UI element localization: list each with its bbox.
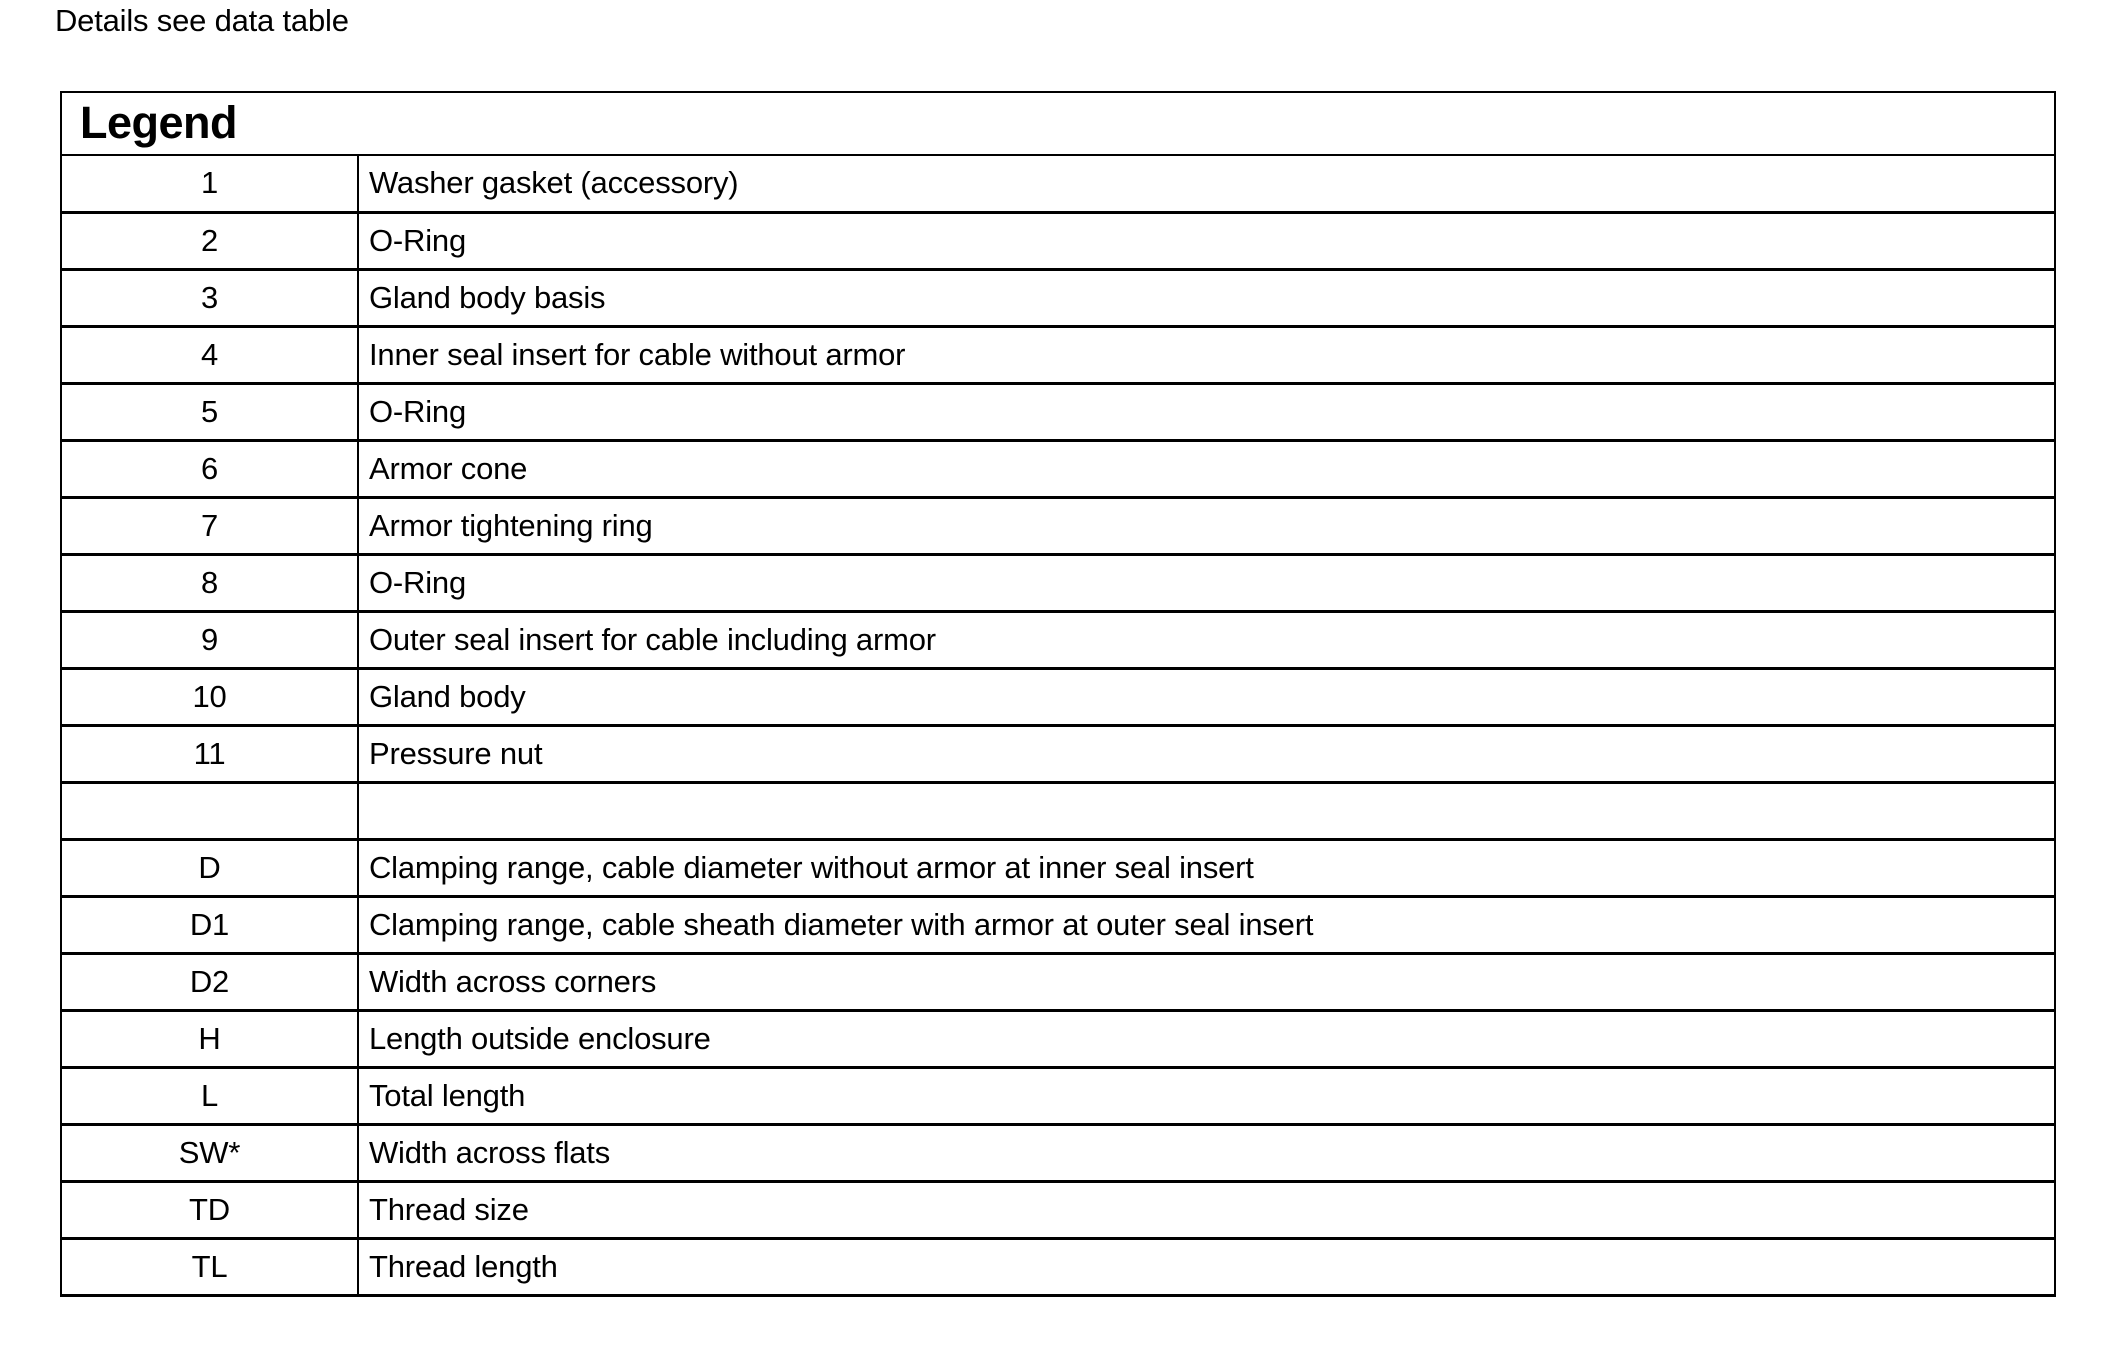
row-key: D2 xyxy=(61,953,358,1010)
row-key: 10 xyxy=(61,668,358,725)
row-key: H xyxy=(61,1010,358,1067)
table-row xyxy=(61,782,2055,839)
table-row xyxy=(61,440,2055,497)
table-row xyxy=(61,497,2055,554)
row-description: Clamping range, cable sheath diameter with armor at outer seal insert xyxy=(358,896,2055,953)
row-key: TL xyxy=(61,1238,358,1295)
row-description: O-Ring xyxy=(358,554,2055,611)
row-key: 1 xyxy=(61,155,358,212)
row-description: Thread length xyxy=(358,1238,2055,1295)
row-description: Total length xyxy=(358,1067,2055,1124)
row-key: TD xyxy=(61,1181,358,1238)
row-description: Width across corners xyxy=(358,953,2055,1010)
table-row xyxy=(61,896,2055,953)
row-key: L xyxy=(61,1067,358,1124)
row-description: Clamping range, cable diameter without armor at inner seal insert xyxy=(358,839,2055,896)
table-row xyxy=(61,155,2055,212)
row-key: D1 xyxy=(61,896,358,953)
row-key: 11 xyxy=(61,725,358,782)
table-row xyxy=(61,1067,2055,1124)
row-key: 3 xyxy=(61,269,358,326)
row-key xyxy=(61,782,358,839)
row-description: Gland body basis xyxy=(358,269,2055,326)
row-key: 4 xyxy=(61,326,358,383)
row-key: 6 xyxy=(61,440,358,497)
table-row xyxy=(61,725,2055,782)
row-key: 5 xyxy=(61,383,358,440)
table-row xyxy=(61,839,2055,896)
row-description: Pressure nut xyxy=(358,725,2055,782)
table-row xyxy=(61,269,2055,326)
row-description: O-Ring xyxy=(358,212,2055,269)
table-row xyxy=(61,1238,2055,1295)
legend-table xyxy=(60,91,2056,1297)
table-row xyxy=(61,668,2055,725)
legend-table-title: Legend xyxy=(61,92,2055,155)
row-key: D xyxy=(61,839,358,896)
table-row xyxy=(61,554,2055,611)
row-key: SW* xyxy=(61,1124,358,1181)
table-row xyxy=(61,212,2055,269)
row-description: Gland body xyxy=(358,668,2055,725)
row-key: 8 xyxy=(61,554,358,611)
row-description: Length outside enclosure xyxy=(358,1010,2055,1067)
table-row xyxy=(61,953,2055,1010)
row-key: 7 xyxy=(61,497,358,554)
row-description: Outer seal insert for cable including armor xyxy=(358,611,2055,668)
row-description: Armor tightening ring xyxy=(358,497,2055,554)
row-description: Thread size xyxy=(358,1181,2055,1238)
row-description: Width across flats xyxy=(358,1124,2055,1181)
table-row xyxy=(61,1181,2055,1238)
table-row xyxy=(61,1124,2055,1181)
row-description xyxy=(358,782,2055,839)
row-key: 9 xyxy=(61,611,358,668)
row-description: Washer gasket (accessory) xyxy=(358,155,2055,212)
table-row xyxy=(61,611,2055,668)
table-row xyxy=(61,1010,2055,1067)
legend-header-row xyxy=(61,92,2055,155)
table-row xyxy=(61,326,2055,383)
details-note: Details see data table xyxy=(55,3,349,38)
table-row xyxy=(61,383,2055,440)
row-key: 2 xyxy=(61,212,358,269)
row-description: Inner seal insert for cable without armor xyxy=(358,326,2055,383)
row-description: Armor cone xyxy=(358,440,2055,497)
row-description: O-Ring xyxy=(358,383,2055,440)
